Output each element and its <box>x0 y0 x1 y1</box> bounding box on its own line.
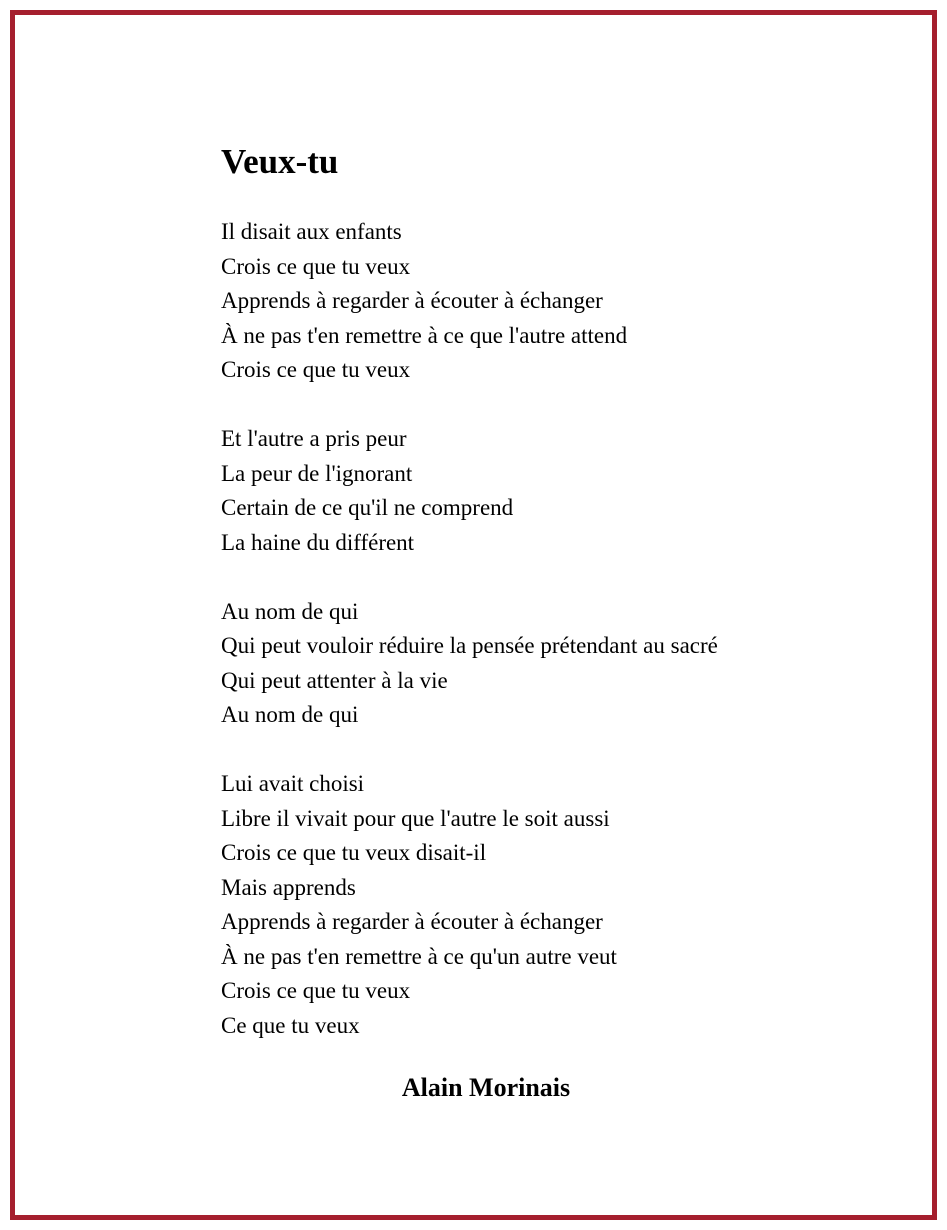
poem-author: Alain Morinais <box>401 1073 571 1102</box>
verse-line: Crois ce que tu veux <box>221 978 411 1003</box>
poem-body <box>221 215 861 1043</box>
verse-line: Lui avait choisi <box>221 771 365 796</box>
stanza-4 <box>221 767 861 1043</box>
verse-line: Ce que tu veux <box>221 1012 360 1038</box>
verse-line: Certain de ce qu'il ne comprend <box>221 495 514 520</box>
verse-line: Libre il vivait pour que l'autre le soit aussi <box>221 805 610 831</box>
poem-title: Veux-tu <box>221 142 339 181</box>
verse-line: Et l'autre a pris peur <box>221 426 407 451</box>
verse-line: Crois ce que tu veux disait-il <box>221 840 487 865</box>
verse-line: Apprends à regarder à écouter à échanger <box>221 909 603 934</box>
verse-line: Crois ce que tu veux <box>221 253 411 279</box>
verse-line: À ne pas t'en remettre à ce que l'autre attend <box>221 322 628 348</box>
stanza-2 <box>221 422 861 560</box>
verse-line: Qui peut vouloir réduire la pensée prétendant au sacré <box>221 633 718 658</box>
verse-line: La peur de l'ignorant <box>221 460 413 486</box>
verse-line: Au nom de qui <box>221 598 359 624</box>
verse-line: Qui peut attenter à la vie <box>221 667 448 693</box>
verse-line: Mais apprends <box>221 874 356 900</box>
verse-line: Apprends à regarder à écouter à échanger <box>221 288 603 313</box>
stanza-3 <box>221 595 861 733</box>
verse-line: À ne pas t'en remettre à ce qu'un autre veut <box>221 943 617 969</box>
verse-line: La haine du différent <box>221 529 415 555</box>
verse-line: Il disait aux enfants <box>221 219 402 244</box>
stanza-1 <box>221 215 861 388</box>
verse-line: Crois ce que tu veux <box>221 357 411 382</box>
verse-line: Au nom de qui <box>221 702 359 727</box>
